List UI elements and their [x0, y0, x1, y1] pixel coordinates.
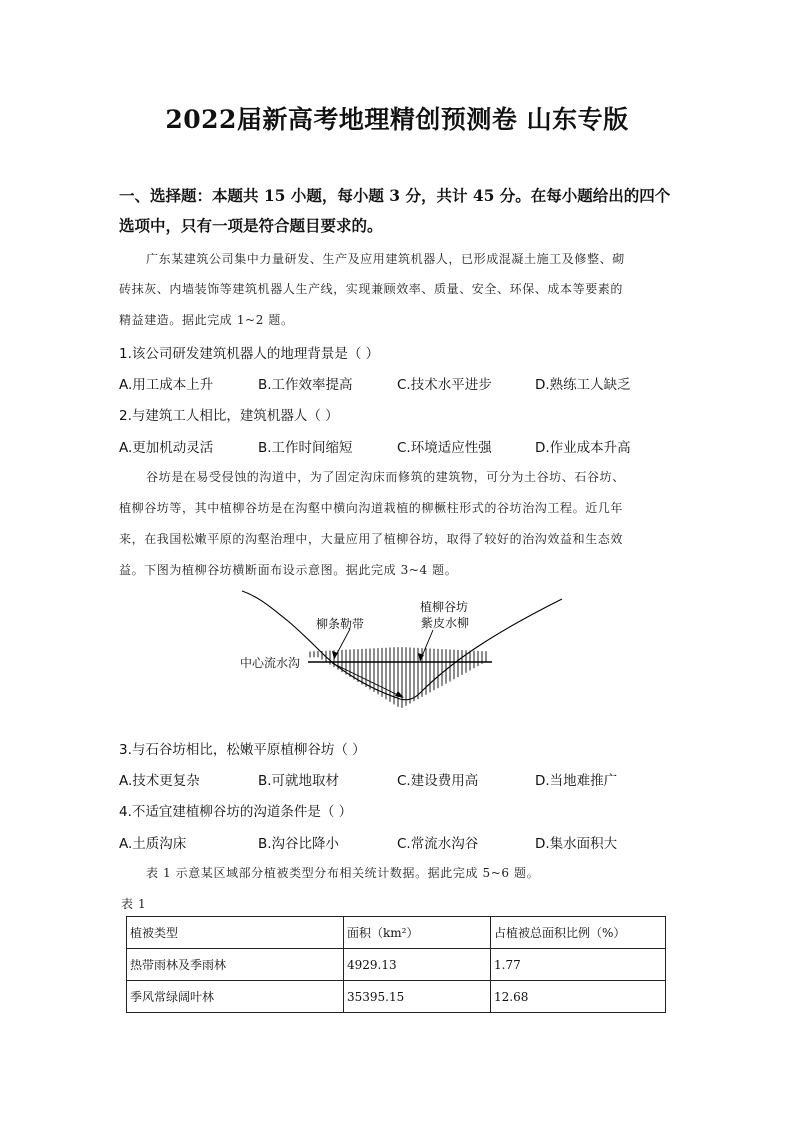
- vegetation-table: [126, 916, 666, 1013]
- table-cell: 热带雨林及季雨林: [127, 949, 344, 981]
- label-channel: 中心流水沟: [240, 656, 301, 670]
- willow-stake-hatching: [310, 647, 486, 708]
- question-1-option-d: D.熟练工人缺乏: [535, 377, 631, 393]
- section-heading-line-2: 选项中，只有一项是符合题目要求的。: [119, 216, 383, 235]
- table-cell: 1.77: [491, 949, 666, 981]
- question-3-option-b: B.可就地取材: [258, 773, 340, 789]
- question-2-option-a: A.更加机动灵活: [119, 440, 214, 456]
- leader-channel: [332, 663, 402, 697]
- table-header-cell: 植被类型: [127, 917, 344, 949]
- passage-3: 表 1 示意某区域部分植被类型分布相关统计数据。据此完成 5~6 题。: [146, 866, 540, 880]
- leader-channel-arrow: [395, 691, 404, 698]
- question-4-stem: 4.不适宜建植柳谷坊的沟道条件是（ ）: [119, 804, 353, 820]
- table-header-row: [127, 917, 666, 949]
- table-caption: 表 1: [121, 897, 147, 911]
- table-cell: 35395.15: [344, 981, 491, 1013]
- question-4-option-c: C.常流水沟谷: [397, 836, 479, 852]
- question-2-option-c: C.环境适应性强: [397, 440, 492, 456]
- passage-2-line-4: 益。下图为植柳谷坊横断面布设示意图。据此完成 3~4 题。: [119, 563, 458, 577]
- question-3-option-d: D.当地难推广: [535, 773, 618, 789]
- passage-2-line-2: 植柳谷坊等，其中植柳谷坊是在沟壑中横向沟道栽植的柳橛柱形式的谷坊治沟工程。近几年: [119, 501, 624, 515]
- label-dam-2: 紫皮水柳: [421, 616, 470, 630]
- passage-1-line-3: 精益建造。据此完成 1~2 题。: [119, 313, 294, 327]
- question-1-option-c: C.技术水平进步: [397, 377, 492, 393]
- question-1-stem: 1.该公司研发建筑机器人的地理背景是（ ）: [119, 346, 380, 362]
- willow-check-dam-diagram: [230, 585, 570, 720]
- passage-1-line-1: 广东某建筑公司集中力量研发、生产及应用建筑机器人，已形成混凝土施工及修整、砌: [146, 252, 625, 266]
- table-row: [127, 981, 666, 1013]
- table-cell: 12.68: [491, 981, 666, 1013]
- question-2-option-d: D.作业成本升高: [535, 440, 631, 456]
- label-strip: 柳条勒带: [316, 617, 365, 631]
- question-1-option-b: B.工作效率提高: [258, 377, 353, 393]
- passage-2-line-1: 谷坊是在易受侵蚀的沟道中，为了固定沟床而修筑的建筑物，可分为土谷坊、石谷坊、: [146, 470, 625, 484]
- question-4-option-b: B.沟谷比降小: [258, 836, 340, 852]
- question-4-option-a: A.土质沟床: [119, 836, 187, 852]
- passage-2-line-3: 来，在我国松嫩平原的沟壑治理中，大量应用了植柳谷坊，取得了较好的治沟效益和生态效: [119, 532, 624, 546]
- table-row: [127, 949, 666, 981]
- table-header-cell: 占植被总面积比例（%）: [491, 917, 666, 949]
- question-3-option-c: C.建设费用高: [397, 773, 479, 789]
- table-cell: 季风常绿阔叶林: [127, 981, 344, 1013]
- question-2-option-b: B.工作时间缩短: [258, 440, 353, 456]
- question-2-stem: 2.与建筑工人相比，建筑机器人（ ）: [119, 408, 339, 424]
- question-3-option-a: A.技术更复杂: [119, 773, 200, 789]
- table-cell: 4929.13: [344, 949, 491, 981]
- question-1-option-a: A.用工成本上升: [119, 377, 214, 393]
- page-title: 2022届新高考地理精创预测卷 山东专版: [165, 105, 629, 134]
- table-header-cell: 面积（km²）: [344, 917, 491, 949]
- label-dam-1: 植柳谷坊: [420, 600, 469, 614]
- section-heading-line-1: 一、选择题：本题共 15 小题，每小题 3 分，共计 45 分。在每小题给出的四个: [119, 186, 671, 205]
- question-3-stem: 3.与石谷坊相比，松嫩平原植柳谷坊（ ）: [119, 742, 366, 758]
- question-4-option-d: D.集水面积大: [535, 836, 618, 852]
- passage-1-line-2: 砖抹灰、内墙装饰等建筑机器人生产线，实现兼顾效率、质量、安全、环保、成本等要素的: [119, 282, 624, 296]
